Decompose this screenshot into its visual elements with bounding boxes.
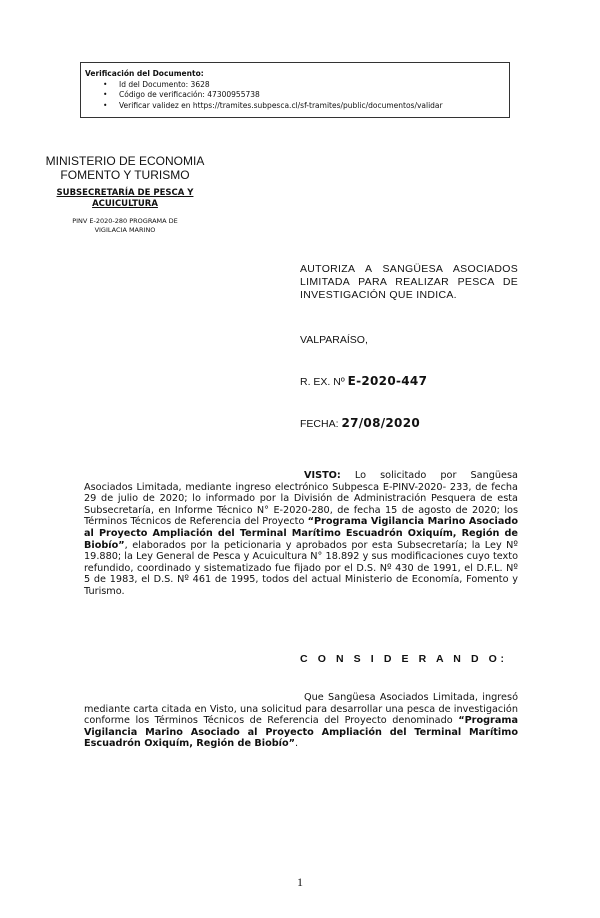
resolution-value: E-2020-447 bbox=[347, 374, 428, 388]
verification-title: Verificación del Documento: bbox=[85, 69, 204, 78]
date-label: FECHA: bbox=[300, 418, 339, 430]
verification-box bbox=[80, 62, 510, 118]
visto-paragraph: VISTO: Lo solicitado por Sangüesa Asociados Limitada, mediante ingreso electrónico Subpesca E-PINV-2020- 233, de fecha 29 de julio de 2020; lo informado por la División de Administración Pesquera de esta Subsecretaría, en Informe Técnico N° E-2020-280, de fecha 15 de agosto de 2020; los Términos Técnicos de Referencia del Proyecto “Programa Vigilancia Marino Asociado al Proyecto Ampliación del Terminal Marítimo Escuadrón Oxiquím, Región de Biobío”, elaborados por la peticionaria y aprobados por esta Subsecretaría; la Ley Nº 19.880; la Ley General de Pesca y Acuicultura N° 18.892 y sus modificaciones cuyo texto refundido, coordinado y sistematizado fue fijado por el D.S. Nº 430 de 1991, el D.F.L. Nº 5 de 1983, el D.S. Nº 461 de 1995, todos del actual Ministerio de Economía, Fomento y Turismo. bbox=[84, 470, 518, 597]
place: VALPARAÍSO, bbox=[300, 334, 368, 346]
page-number: 1 bbox=[297, 875, 303, 889]
ministry-name: MINISTERIO DE ECONOMIA FOMENTO Y TURISMO bbox=[45, 154, 205, 182]
resolution-subject: AUTORIZA A SANGÜESA ASOCIADOS LIMITADA PARA REALIZAR PESCA DE INVESTIGACIÓN QUE INDICA. bbox=[300, 263, 518, 301]
visto-project: “Programa Vigilancia Marino Asociado al Proyecto Ampliación del Terminal Marítimo Escuadrón Oxiquím, Región de Biobío” bbox=[84, 516, 518, 551]
considerando-heading: C O N S I D E R A N D O: bbox=[300, 653, 508, 665]
verification-code: • Código de verificación: 47300955738 bbox=[119, 90, 509, 101]
resolution-number bbox=[300, 374, 427, 388]
considerando-paragraph: Que Sangüesa Asociados Limitada, ingresó mediante carta citada en Visto, una solicitud para desarrollar una pesca de investigación conforme los Términos Técnicos de Referencia del Proyecto denominado “Programa Vigilancia Marino Asociado al Proyecto Ampliación del Terminal Marítimo Escuadrón Oxiquím, Región de Biobío”. bbox=[84, 692, 518, 750]
resolution-label: R. EX. Nº bbox=[300, 376, 345, 388]
resolution-date bbox=[300, 416, 420, 430]
visto-label: VISTO: bbox=[304, 470, 341, 481]
verification-link[interactable]: • Verificar validez en https://tramites.subpesca.cl/sf-tramites/public/documentos/validar bbox=[119, 101, 509, 112]
verification-id: • Id del Documento: 3628 bbox=[119, 80, 509, 91]
verification-list bbox=[85, 80, 509, 112]
date-value: 27/08/2020 bbox=[341, 416, 420, 430]
reference-code: PINV E-2020-280 PROGRAMA DE VIGILACIA MARINO bbox=[72, 217, 178, 234]
considerando-project: “Programa Vigilancia Marino Asociado al Proyecto Ampliación del Terminal Marítimo Escuadrón Oxiquím, Región de Biobío” bbox=[84, 715, 518, 750]
subsecretaria-name: SUBSECRETARÍA DE PESCA Y ACUICULTURA bbox=[56, 188, 194, 209]
